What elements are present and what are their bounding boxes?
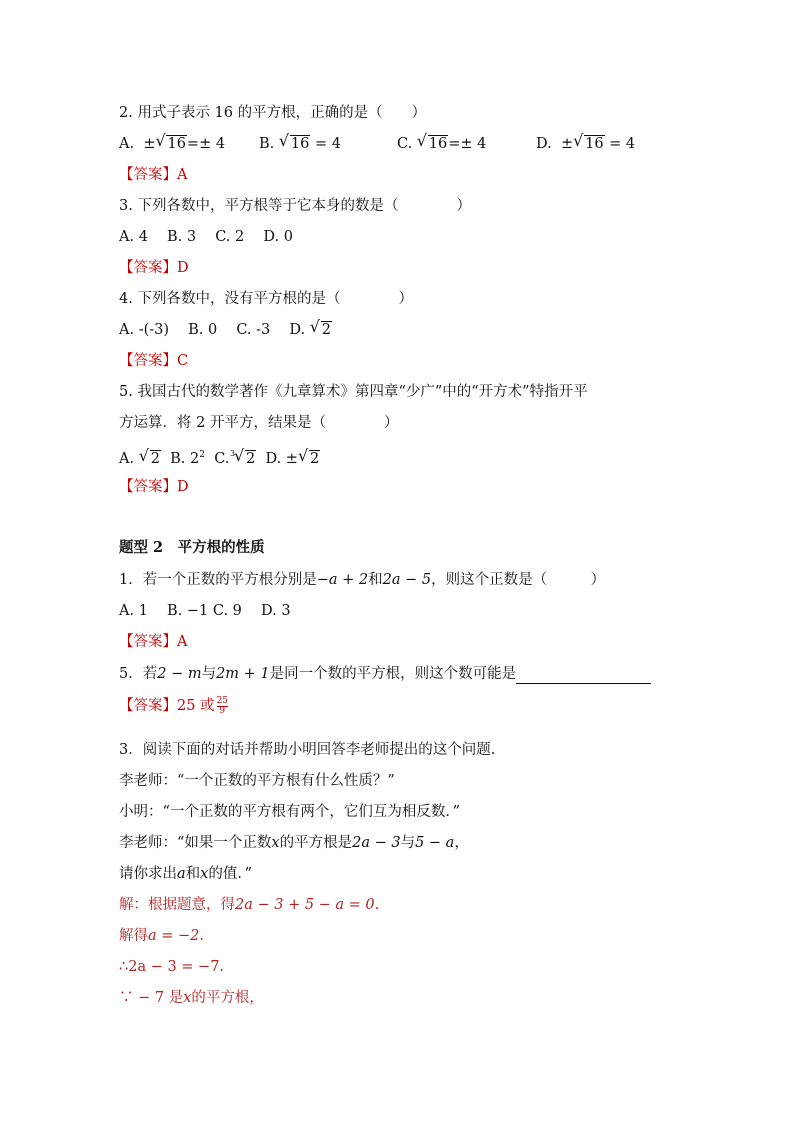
question-3-stem: 3. 下列各数中，平方根等于它本身的数是（ ）	[119, 198, 471, 214]
answer-label: 【答案】A	[119, 634, 188, 650]
solution-line: 解得a = −2.	[119, 928, 204, 944]
question-5-stem-line1: 5. 我国古代的数学著作《九章算术》第四章“少广”中的“开方术”特指开平	[119, 384, 588, 400]
solution-line: ∵ − 7 是x的平方根，	[119, 990, 264, 1006]
question-2-stem: 2. 用式子表示 16 的平方根，正确的是（ ）	[119, 105, 427, 121]
fraction: $\frac{25}{9}$	[216, 695, 229, 716]
answer-label: 【答案】D	[119, 479, 189, 495]
sqrt: √ 2	[309, 317, 331, 338]
problem-1-options: A. 1 B. −1 C. 9 D. 3	[119, 603, 291, 619]
question-4-options: A. -(-3) B. 0 C. -3 D. √ 2	[119, 317, 331, 338]
option-b: B. √ 16 = 4	[259, 131, 341, 152]
question-5-stem-line2: 方运算．将 2 开平方，结果是（ ）	[119, 415, 399, 431]
dialogue-line: 请你求出a和x的值．”	[119, 866, 253, 882]
answer-label: 【答案】D	[119, 260, 189, 276]
answer-label: 【答案】C	[119, 353, 189, 369]
answer-label: 【答案】A	[119, 167, 188, 183]
problem-5-stem: 5．若2 − m与2m + 1是同一个数的平方根，则这个数可能是	[119, 664, 651, 684]
problem-1-stem: 1．若一个正数的平方根分别是−a + 2和2a − 5，则这个正数是（ ）	[119, 572, 606, 588]
question-4-stem: 4. 下列各数中，没有平方根的是（ ）	[119, 291, 413, 307]
dialogue-line: 小明：“一个正数的平方根有两个，它们互为相反数．”	[119, 804, 461, 820]
option-c: C. √ 16=± 4	[397, 131, 487, 152]
section-title: 题型 2 平方根的性质	[119, 539, 265, 556]
problem-3-stem: 3．阅读下面的对话并帮助小明回答李老师提出的这个问题.	[119, 742, 496, 758]
dialogue-line: 李老师：“一个正数的平方根有什么性质？”	[119, 773, 395, 789]
dialogue-line: 李老师：“如果一个正数x的平方根是2a − 3与5 − a，	[119, 835, 469, 851]
sqrt: √ 16	[155, 131, 186, 152]
solution-line: 解：根据题意，得2a − 3 + 5 − a = 0.	[119, 897, 380, 913]
answer-label: 【答案】25 或 $\frac{25}{9}$	[119, 695, 229, 716]
option-a: A. ± √ 16=± 4	[119, 131, 226, 152]
question-5-options: A. √ 2 B. $2^2$ C. 3 √ 2 D. ± √ 2	[119, 445, 320, 467]
option-d: D. ± √ 16 = 4	[536, 131, 636, 152]
answer-blank[interactable]	[516, 669, 651, 684]
question-3-options: A. 4 B. 3 C. 2 D. 0	[119, 229, 293, 245]
solution-line: ∴2a − 3 = −7.	[119, 959, 225, 975]
